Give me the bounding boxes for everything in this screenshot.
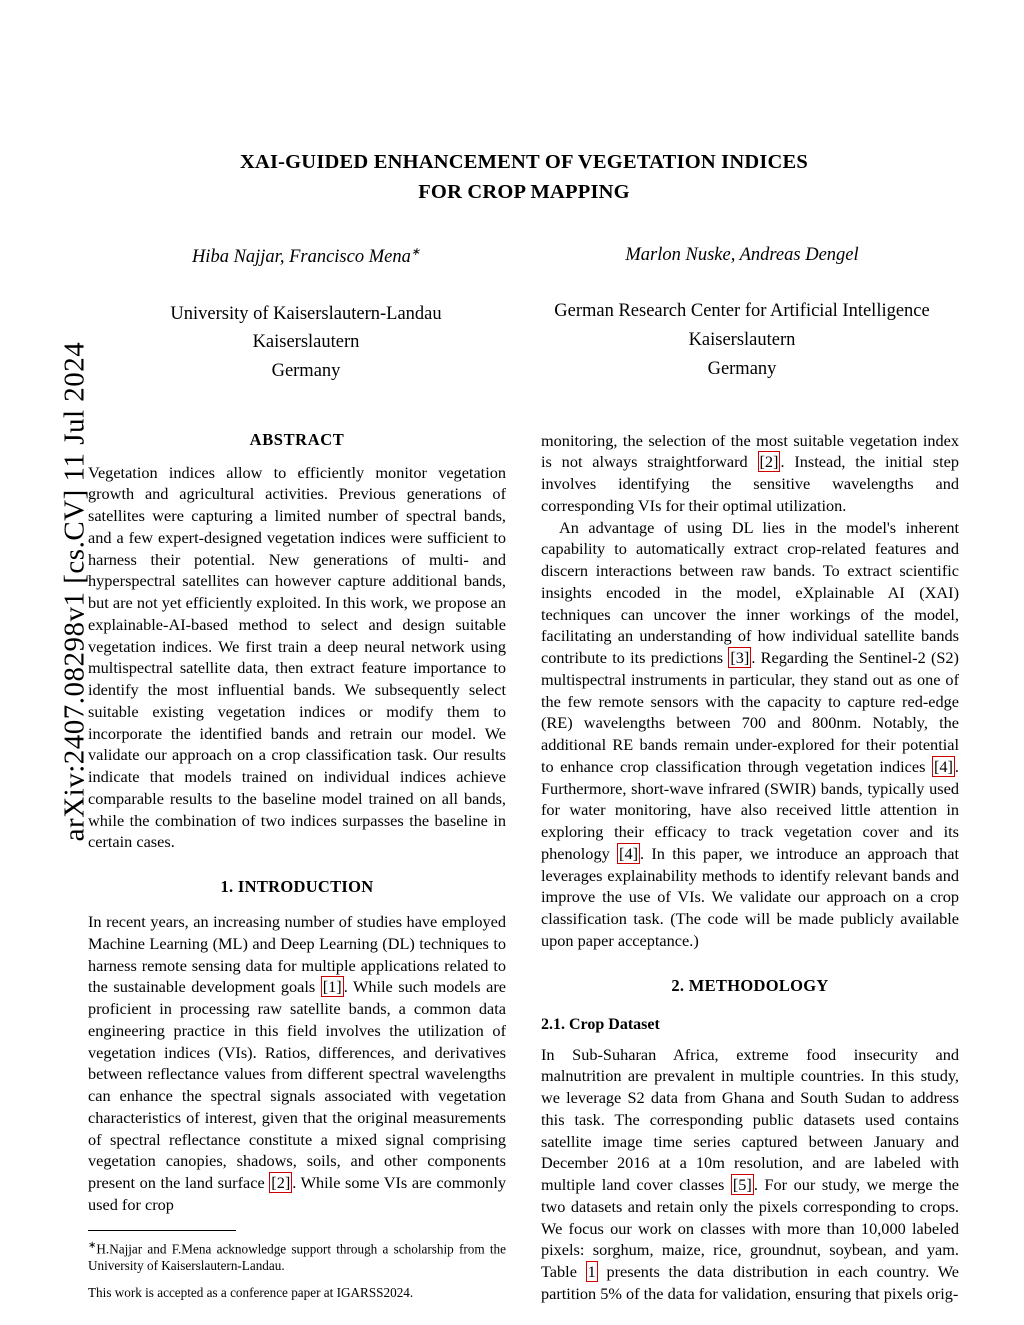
intro-p1-part-c-left: . While some VIs are commonly used for crop: [88, 1173, 506, 1214]
footnote-1-text: H.Najjar and F.Mena acknowledge support through a scholarship from the University of Kaiserslautern-Landau.: [88, 1241, 506, 1274]
intro-p1-cont-a: monitoring, the selection of the most suitable vegetation index is not always straightforward: [541, 430, 959, 472]
intro-p2-part-d: . In this paper, we introduce an approach that leverages explainability methods to identify relevant bands and improve the use of VIs. We validate our approach on a crop classification task. (The code will be made publicly available upon paper acceptance.): [541, 843, 959, 950]
affiliation-right-line-3: Germany: [707, 358, 777, 379]
affiliation-left-line-2: Kaiserslautern: [252, 332, 360, 353]
footnote-1-marker: ∗: [88, 1239, 97, 1251]
affiliation-left-line-1: University of Kaiserslautern-Landau: [170, 303, 442, 324]
affiliation-left-line-3: Germany: [271, 360, 341, 381]
abstract-heading: ABSTRACT: [249, 429, 345, 449]
left-column: [88, 430, 506, 1305]
intro-p1-cont-b: . Instead, the initial step involves identifying the sensitive wavelengths and corresponding VIs for their optimal utilization.: [541, 452, 959, 515]
author-block: [88, 245, 960, 385]
affiliation-right-line-1: German Research Center for Artificial Intelligence: [554, 301, 930, 322]
citation-3[interactable]: [2]: [759, 452, 779, 472]
title-line-2: FOR CROP MAPPING: [418, 180, 630, 203]
method-part-b: . For our study, we merge the two datasets and retain only the pixels corresponding to crops. We focus our work on classes with more than 10,000 labeled pixels: sorghum, maize, rice, groundnut, soybean, and yam. Table: [541, 1175, 959, 1282]
authors-left: [88, 245, 524, 268]
affiliation-right-line-2: Kaiserslautern: [688, 330, 796, 351]
intro-p2-part-c: . Furthermore, short-wave infrared (SWIR) bands, typically used for water monitoring, have also received little attention in exploring their efficacy to track vegetation cover and its phenology: [541, 756, 959, 863]
footnote-2: This work is accepted as a conference paper at IGARSS2024.: [88, 1285, 414, 1301]
page-title: [88, 148, 960, 207]
paper-content: [88, 148, 960, 1305]
introduction-paragraph-1-cont: [541, 430, 959, 517]
intro-p2-part-a: An advantage of using DL lies in the model's inherent capability to automatically extract crop-related features and discern interactions between raw bands. To extract scientific insights encoded in the model, eXplainable AI (XAI) techniques can uncover the inner workings of the model, facilitating an understanding of how individual satellite bands contribute to its predictions: [541, 517, 959, 668]
methodology-paragraph-1: [541, 1044, 959, 1305]
intro-p2-part-b: . Regarding the Sentinel-2 (S2) multispectral instruments in particular, they stand out as one of the few remote sensors with the capacity to capture red-edge (RE) wavelengths between 700 and 800nm. Notably, the additional RE bands remain under-explored for their potential to enhance crop classification through vegetation indices: [541, 648, 959, 776]
citation-2[interactable]: [2]: [271, 1173, 291, 1193]
citation-7[interactable]: [5]: [732, 1175, 752, 1195]
arxiv-stamp: arXiv:2407.08298v1 [cs.CV] 11 Jul 2024: [58, 341, 91, 842]
abstract-text: Vegetation indices allow to efficiently monitor vegetation growth and agricultural activities. Previous generations of satellites were capturing a limited number of spectral bands, and a few expert-designed vegetation indices were sufficient to harness their potential. New generations of multi- and hyperspectral satellites can however capture additional bands, but are not yet efficiently exploited. In this work, we propose an explainable-AI-based method to select and design suitable vegetation indices. We first train a deep neural network using multispectral satellite data, then extract feature importance to identify the most influential bands. We subsequently select suitable existing vegetation indices or modify them to incorporate the identified bands and retrain our model. We validate our approach on a crop classification task. Our results indicate that models trained on individual indices achieve comparable results to the baseline model trained on all bands, while the combination of two indices surpasses the baseline in certain cases.: [88, 462, 506, 852]
title-line-1: XAI-GUIDED ENHANCEMENT OF VEGETATION INDICES: [239, 151, 809, 173]
intro-p1-part-a: In recent years, an increasing number of studies have employed Machine Learning (ML) and Deep Learning (DL) techniques to harness remote sensing data for multiple applications related to the sustainable development goals: [88, 912, 506, 997]
crop-dataset-heading: 2.1. Crop Dataset: [541, 1015, 660, 1033]
table-reference-1[interactable]: 1: [587, 1262, 596, 1282]
citation-1[interactable]: [1]: [322, 977, 342, 997]
two-column-body: [88, 430, 960, 1305]
footnote-area: [88, 1230, 506, 1302]
intro-p1-part-b: . While such models are proficient in processing raw satellite bands, a common data engineering practice in this field involves the utilization of vegetation indices (VIs). Ratios, differences, and derivatives between reflectance values from different spectral wavelengths can enhance the spectral signals associated with vegetation characteristics of interest, given that the original measurements of spectral reflectance constitute a mixed signal comprising vegetation canopies, shadows, soils, and other components present on the land surface: [88, 977, 506, 1193]
affiliation-left: [88, 300, 524, 386]
right-column: [541, 430, 959, 1305]
method-part-c: presents the data distribution in each country. We partition 5% of the data for validation, ensuring that pixels orig-: [541, 1262, 959, 1303]
citation-5[interactable]: [4]: [933, 756, 953, 776]
footnote-1: [88, 1239, 506, 1275]
authors-left-names: Hiba Najjar, Francisco Mena: [191, 247, 411, 268]
citation-4[interactable]: [3]: [730, 648, 750, 668]
footnote-rule: [88, 1230, 236, 1231]
introduction-heading: 1. INTRODUCTION: [220, 877, 374, 897]
author-footnote-marker: ∗: [410, 246, 421, 259]
author-group-right: [524, 245, 960, 385]
citation-6[interactable]: [4]: [619, 843, 639, 863]
author-group-left: [88, 245, 524, 385]
authors-right: Marlon Nuske, Andreas Dengel: [625, 245, 859, 266]
introduction-paragraph-2: [541, 517, 959, 952]
affiliation-right: [524, 297, 960, 383]
methodology-heading: 2. METHODOLOGY: [671, 975, 829, 995]
introduction-paragraph-1: [88, 911, 506, 1216]
method-part-a: In Sub-Suharan Africa, extreme food insecurity and malnutrition are prevalent in multiple countries. In this study, we leverage S2 data from Ghana and South Sudan to address this task. The corresponding public datasets used contains satellite image time series captured between January and December 2016 at a 10m resolution, and are labeled with multiple land cover classes: [541, 1044, 959, 1195]
